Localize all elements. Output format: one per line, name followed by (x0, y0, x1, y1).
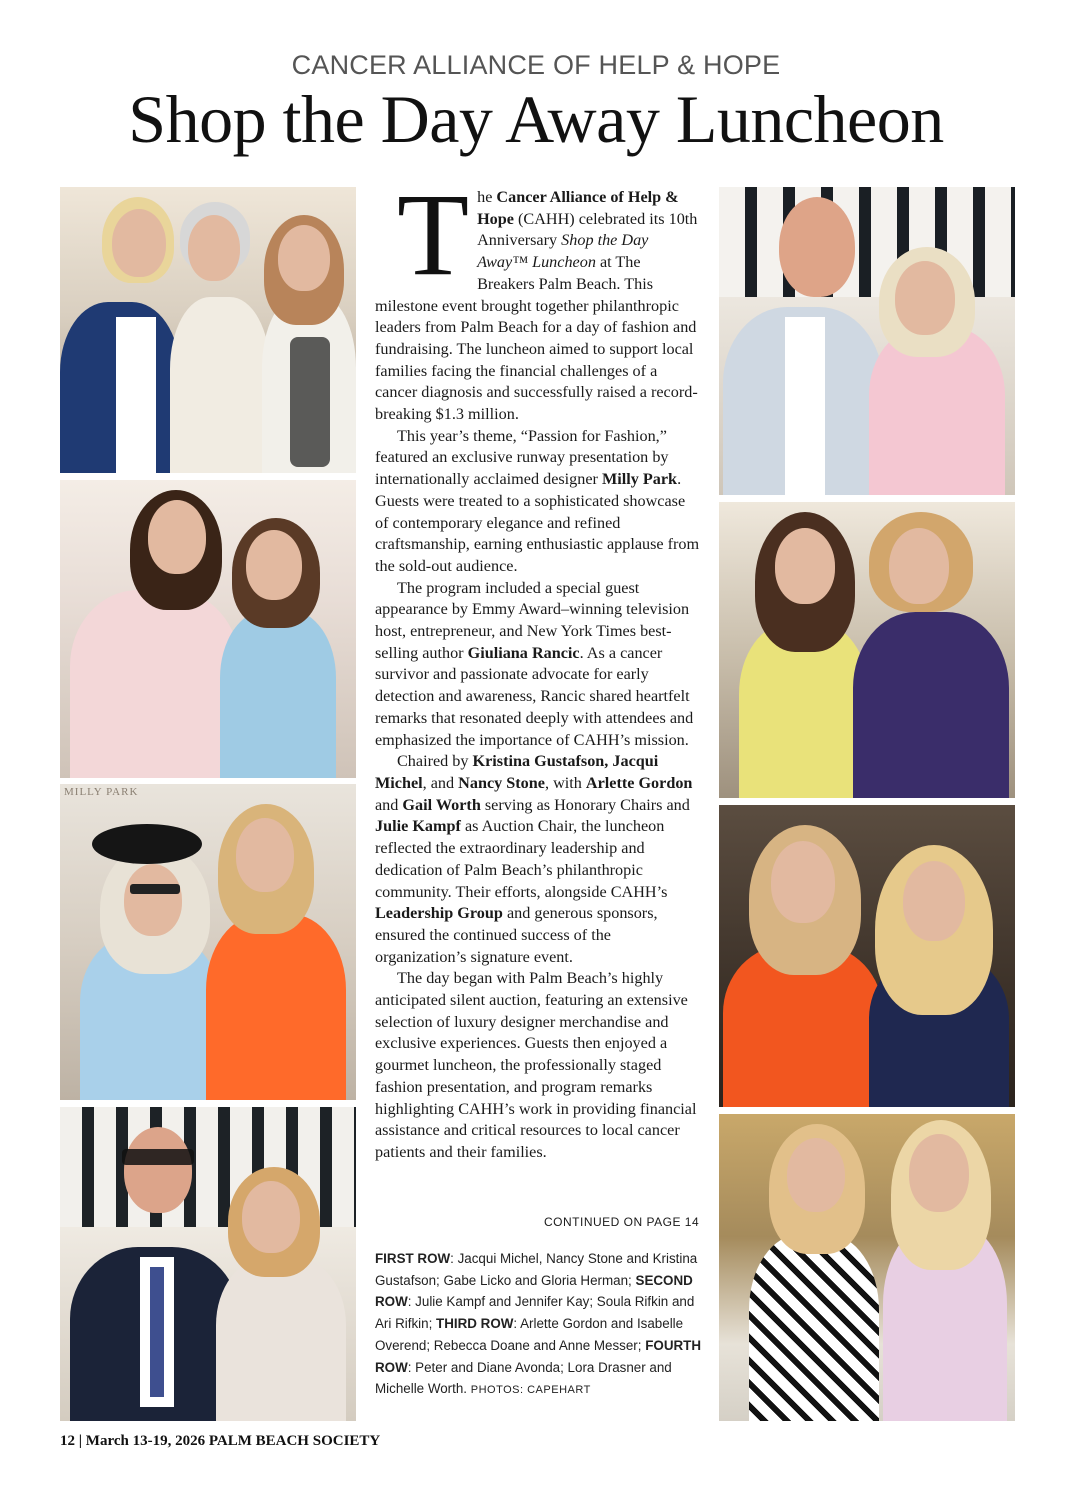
photo-row1-left (60, 187, 356, 473)
continued-notice: CONTINUED ON PAGE 14 (544, 1215, 700, 1229)
section-kicker: CANCER ALLIANCE OF HELP & HOPE (291, 50, 781, 80)
article-paragraph-2: This year’s theme, “Passion for Fashion,” featured an exclusive runway presentation by internationally acclaimed designer Milly Park. Guests were treated to a sophisticated showcase of contemporary elegance and refined craftsmanship, earning enthusiastic applause from the sold-out audience. (375, 426, 700, 575)
photo-row2-right (719, 502, 1015, 798)
drop-cap: T (397, 169, 470, 300)
photo-credit: PHOTOS: CAPEHART (470, 1384, 591, 1397)
photo-row1-right (719, 187, 1015, 495)
milly-park-sign: MILLY PARK (64, 786, 139, 798)
article-body (375, 169, 700, 1164)
article-paragraph-5: The day began with Palm Beach’s highly anticipated silent auction, featuring an extensive selection of luxury designer merchandise and exclusive experiences. Guests then enjoyed a gourmet luncheon, the professionally staged fashion presentation, and program remarks highlighting CAHH’s work in providing financial assistance and critical resources to local cancer patients and their families. (375, 969, 697, 1161)
photo-row2-left (60, 480, 356, 778)
photo-row4-right (719, 1114, 1015, 1421)
page-footer: 12 | March 13-19, 2026 PALM BEACH SOCIETY (60, 1433, 381, 1449)
article-paragraph-4: Chaired by Kristina Gustafson, Jacqui Michel, and Nancy Stone, with Arlette Gordon and Gail Worth serving as Honorary Chairs and Julie Kampf as Auction Chair, the luncheon reflected the extraordinary leadership and dedication of Palm Beach’s philanthropic community. Their efforts, alongside CAHH’s Leadership Group and generous sponsors, ensured the continued success of the organization’s signature event. (375, 752, 693, 966)
photo-row3-left (60, 784, 356, 1100)
page-headline: Shop the Day Away Luncheon (128, 81, 944, 157)
photo-row4-left (60, 1107, 356, 1421)
photo-row3-right (719, 805, 1015, 1107)
article-paragraph-3: The program included a special guest appearance by Emmy Award–winning television host, entrepreneur, and New York Times best-selling author Giuliana Rancic. As a cancer survivor and passionate advocate for early detection and awareness, Rancic shared heartfelt remarks that resonated deeply with attendees and emphasized the importance of CAHH’s mission. (375, 578, 694, 749)
article-paragraph-1: The Cancer Alliance of Help & Hope (CAHH) celebrated its 10th Anniversary Shop the Day Away™ Luncheon at The Breakers Palm Beach. This milestone event brought together philanthropic leaders from Palm Beach for a day of fashion and fundraising. The luncheon aimed to support local families facing the financial challenges of a cancer diagnosis and successfully raised a record-breaking $1.3 million. (375, 169, 698, 424)
photo-captions: FIRST ROW: Jacqui Michel, Nancy Stone and Kristina Gustafson; Gabe Licko and Gloria Herman; SECOND ROW: Julie Kampf and Jennifer Kay; Soula Rifkin and Ari Rifkin; THIRD ROW: Arlette Gordon and Isabelle Overend; Rebecca Doane and Anne Messer; FOURTH ROW: Peter and Diane Avonda; Lora Drasner and Michelle Worth. PHOTOS: CAPEHART (375, 1251, 702, 1397)
